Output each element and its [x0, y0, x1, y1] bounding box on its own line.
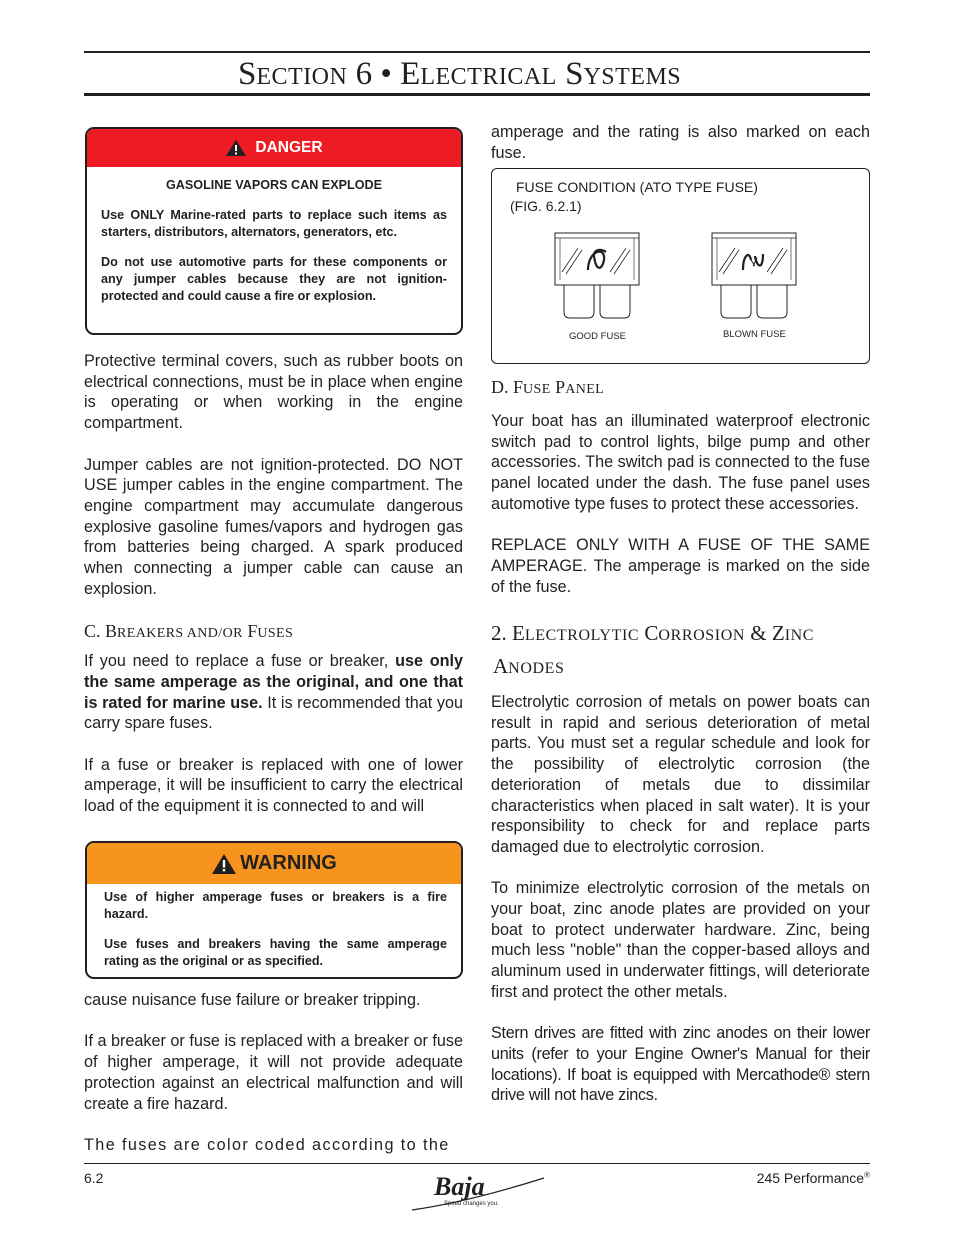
danger-body [87, 167, 461, 305]
heading-breakers-fuses: C. BREAKERS AND/OR FUSES [84, 621, 294, 642]
logo-tagline: Speed changes you. [444, 1201, 499, 1207]
right-column-main [491, 376, 870, 1106]
amperage-rating-paragraph: amperage and the rating is also marked on each fuse. [491, 123, 870, 162]
logo-text: Baja [434, 1172, 485, 1201]
warning-paragraph-2: Use fuses and breakers having the same amperage rating as the original or as specified. [104, 937, 447, 968]
page-title: SECTION 6 • ELECTRICAL SYSTEMS [238, 56, 682, 92]
footer-rule [84, 1163, 870, 1164]
color-coded-paragraph: The fuses are color coded according to the [84, 1135, 450, 1154]
warning-body [87, 884, 461, 970]
nuisance-paragraph: cause nuisance fuse failure or breaker tripping. [84, 991, 421, 1009]
warning-label: WARNING [240, 852, 337, 874]
danger-heading: GASOLINE VAPORS CAN EXPLODE [166, 178, 382, 192]
figure-caption-2: (FIG. 6.2.1) [510, 198, 582, 214]
warning-paragraph-1: Use of higher amperage fuses or breakers is a fire hazard. [104, 890, 447, 921]
left-column-lower [84, 990, 463, 1156]
replace-fuse-paragraph: If you need to replace a fuse or breaker, use only the same amperage as the original, and one that is rated for marine use. It is recommended that you carry spare fuses. [84, 652, 463, 733]
danger-label: DANGER [255, 139, 323, 156]
page-number: 6.2 [84, 1170, 104, 1186]
danger-paragraph-2: Do not use automotive parts for these components or any jumper cables because they are not ignition-protected and could cause a fire or explosion. [101, 255, 447, 303]
stern-drives-paragraph: Stern drives are fitted with zinc anodes on their lower units (refer to your Engine Owner's Manual for their locations). If boat is equipped with Mercathode® stern drive will not have zincs. [491, 1024, 870, 1105]
heading-fuse-panel: D. FUSE PANEL [491, 377, 605, 397]
fuse-figure [491, 168, 870, 364]
left-column-upper [84, 351, 463, 817]
good-fuse-icon [552, 232, 642, 322]
warning-triangle-icon [225, 139, 247, 157]
replace-only-paragraph: REPLACE ONLY WITH A FUSE OF THE SAME AMPERAGE. The amperage is marked on the side of the fuse. [491, 536, 870, 596]
figure-caption-1: FUSE CONDITION (ATO TYPE FUSE) [516, 179, 758, 195]
zinc-anodes-paragraph: To minimize electrolytic corrosion of the metals on your boat, zinc anode plates are provided on your boat to protect underwater hardware. Zinc, being much less "noble" than the copper-based alloys and aluminum used in underwater fittings, will deteriorate first and protect the other metals. [491, 879, 870, 1001]
baja-logo [408, 1172, 548, 1214]
right-column-top [491, 122, 870, 163]
blown-fuse-icon [709, 232, 799, 322]
good-fuse-label: GOOD FUSE [569, 331, 627, 342]
danger-box [85, 127, 463, 335]
switch-pad-paragraph: Your boat has an illuminated waterproof electronic switch pad to control lights, bilge pump and other accessories. The switch pad is connected to the fuse panel located under the dash. The fuse panel uses automotive type fuses to protect these accessories. [491, 412, 870, 513]
warning-header [87, 843, 461, 884]
heading-electrolytic-corrosion: 2. ELECTROLYTIC CORROSION & ZINC ANODES [491, 621, 815, 678]
warning-box [85, 841, 463, 979]
jumper-cables-paragraph: Jumper cables are not ignition-protected. DO NOT USE jumper cables in the engine compartment. The engine compartment may accumulate dangerous explosive gasoline fumes/vapors and hydrogen gas from batteries being charged. A spark produced when connecting a jumper cable can cause an explosion. [84, 455, 463, 598]
blown-fuse-label: BLOWN FUSE [723, 329, 786, 340]
danger-paragraph-1: Use ONLY Marine-rated parts to replace such items as starters, distributors, alternators, generators, etc. [101, 208, 447, 239]
header-bottom-rule [84, 93, 870, 96]
higher-amperage-paragraph: If a breaker or fuse is replaced with a breaker or fuse of higher amperage, it will not provide adequate protection against an electrical malfunction and will create a fire hazard. [84, 1032, 463, 1113]
model-name: 245 Performance® [756, 1170, 870, 1186]
warning-triangle-icon [211, 853, 237, 875]
danger-header [87, 129, 461, 167]
electrolytic-corrosion-paragraph: Electrolytic corrosion of metals on power boats can result in rapid and serious deterioration of metal parts. You must set a regular schedule and look for the possibility of electrolytic corrosion (the deterioration of metals due to dissimilar characteristics when placed in salt water). It is your responsibility to check for and replace parts damaged due to electrolytic corrosion. [491, 693, 870, 856]
terminal-covers-paragraph: Protective terminal covers, such as rubber boots on electrical connections, must be in place when engine is operating or when working in the engine compartment. [84, 352, 463, 433]
lower-amperage-paragraph: If a fuse or breaker is replaced with one of lower amperage, it will be insufficient to carry the electrical load of the equipment it is connected to and will [84, 755, 463, 816]
